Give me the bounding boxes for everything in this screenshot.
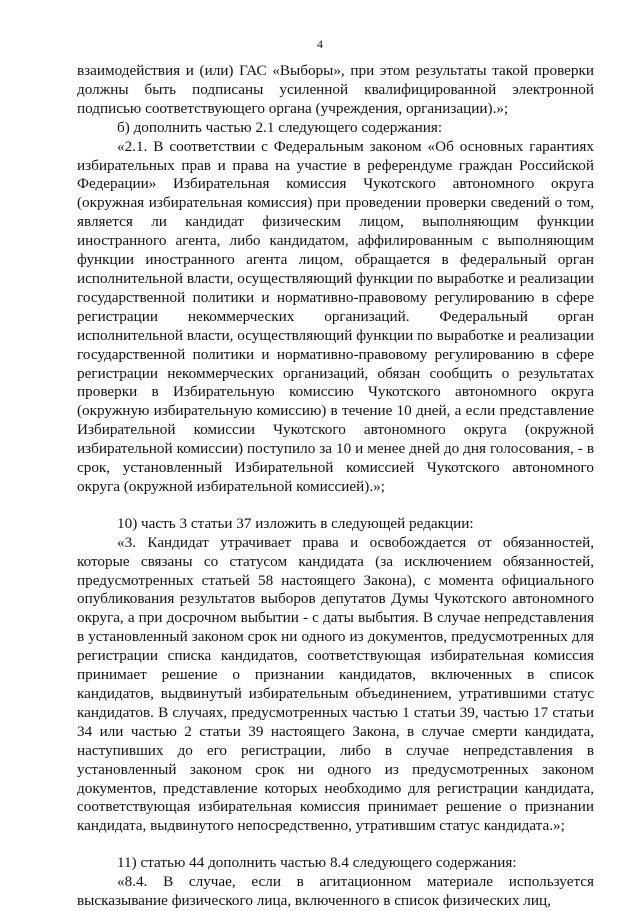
page-number: 4 — [317, 37, 323, 51]
paragraph: б) дополнить частью 2.1 следующего содержания: — [117, 118, 443, 136]
document-body — [77, 62, 594, 911]
paragraph: 11) статью 44 дополнить частью 8.4 следующего содержания: — [117, 854, 517, 872]
paragraph: «3. Кандидат утрачивает права и освобождается от обязанностей, которые связаны со статусом кандидата (за исключением обязанностей, предусмотренных статьей 58 настоящего Закона), с момента официального опубликования результатов выборов депутатов Думы Чукотского автономного округа, а при досрочном выбытии - с даты выбытия. В случае непредставления в установленный законом срок ни одного из документов, предусмотренных для регистрации списка кандидатов, соответствующая избирательная комиссия принимает решение о признании кандидатов, включенных в список кандидатов, выдвинутый избирательным объединением, утратившими статус кандидатов. В случаях, предусмотренных частью 1 статьи 39, частью 17 статьи 34 или частью 2 статьи 39 настоящего Закона, в случае смерти кандидата, наступивших до его регистрации, либо в случае непредставления в установленный законом срок ни одного из предусмотренных законом документов, представление которых необходимо для регистрации кандидата, соответствующая избирательная комиссия принимает решение о признании кандидата, выдвинутого непосредственно, утратившим статус кандидата.»; — [77, 533, 594, 835]
paragraph: «2.1. В соответствии с Федеральным законом «Об основных гарантиях избирательных прав и права на участие в референдуме граждан Российской Федерации» Избирательная комиссия Чукотского автономного округа (окружная избирательная комиссия) при проведении проверки сведений о том, является ли кандидат физическим лицом, выполняющим функции иностранного агента, либо кандидатом, аффилированным с выполняющим функции иностранного агента лицом, обращается в федеральный орган исполнительной власти, осуществляющий функции по выработке и реализации государственной политики и нормативно-правовому регулированию в сфере регистрации некоммерческих организаций. Федеральный орган исполнительной власти, осуществляющий функции по выработке и реализации государственной политики и нормативно-правовому регулированию в сфере регистрации некоммерческих организаций, обязан сообщить о результатах проверки в Избирательную комиссию Чукотского автономного округа (окружную избирательную комиссию) в течение 10 дней, а если представление Избирательной комиссии Чукотского автономного округа (окружной избирательной комиссии) поступило за 10 и менее дней до дня голосования, - в срок, установленный Избирательной комиссией Чукотского автономного округа (окружной избирательной комиссией).»; — [77, 137, 594, 495]
paragraph: «8.4. В случае, если в агитационном материале используется высказывание физического лица, включенного в список физических лиц, — [77, 873, 594, 910]
paragraph: взаимодействия и (или) ГАС «Выборы», при этом результаты такой проверки должны быть подписаны усиленной квалифицированной электронной подписью соответствующего органа (учреждения, организации).»; — [77, 62, 594, 117]
paragraph: 10) часть 3 статьи 37 изложить в следующей редакции: — [117, 514, 474, 532]
